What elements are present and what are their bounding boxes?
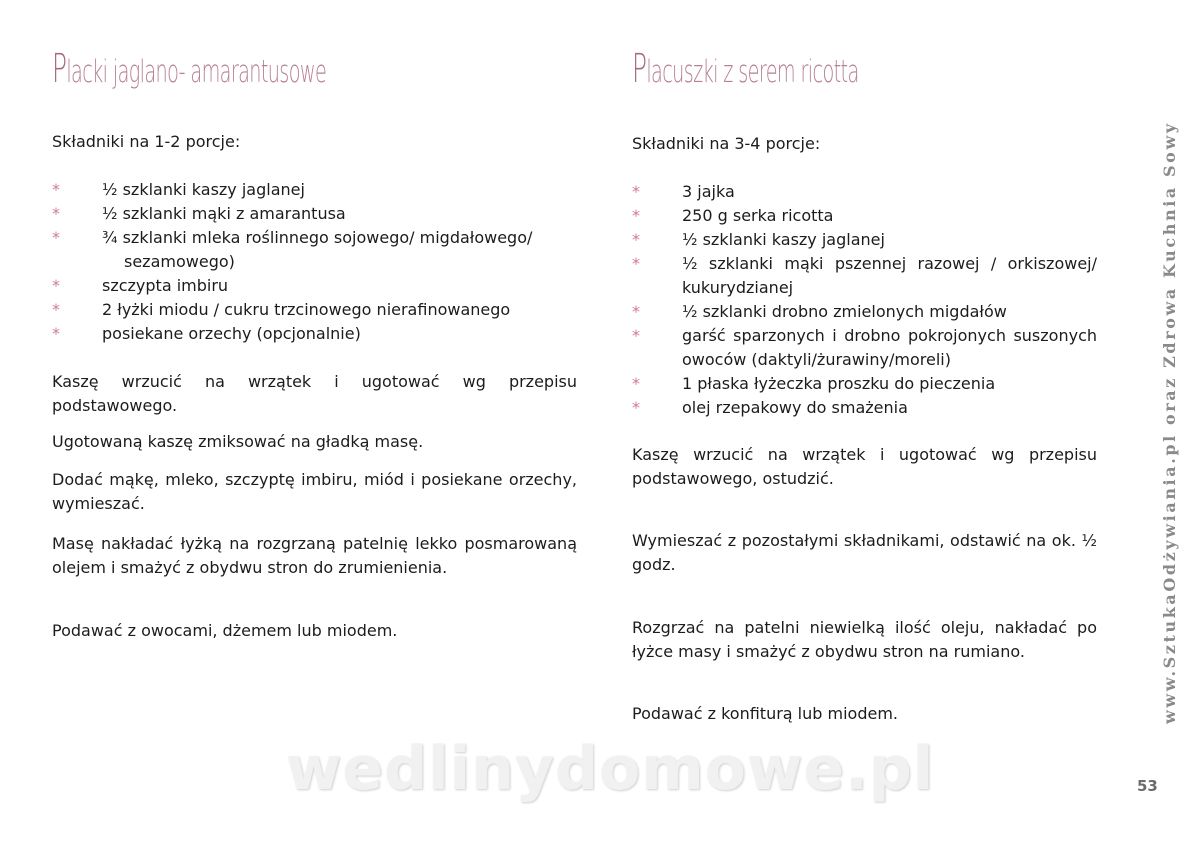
left-step-5: Podawać z owocami, dżemem lub miodem. bbox=[52, 621, 398, 640]
page-number: 53 bbox=[1137, 777, 1158, 795]
right-title-initial: P bbox=[632, 46, 647, 92]
list-item: * ¾ szklanki mleka roślinnego sojowego/ migdałowego/ bbox=[52, 226, 577, 250]
right-step-2: Wymieszać z pozostałymi składnikami, odstawić na ok. ½ godz. bbox=[632, 531, 1097, 574]
left-step-2: Ugotowaną kaszę zmiksować na gładką masę. bbox=[52, 432, 424, 451]
left-step-4: Masę nakładać łyżką na rozgrzaną patelnię lekko posmarowaną olejem i smażyć z obydwu stron do zrumienienia. bbox=[52, 534, 577, 577]
list-item: * ½ szklanki mąki z amarantusa bbox=[52, 202, 577, 226]
watermark: wedlinydomowe.pl bbox=[286, 734, 935, 804]
right-ingredients-heading: Składniki na 3-4 porcje: bbox=[632, 134, 821, 153]
right-recipe-title bbox=[632, 46, 859, 92]
left-title-rest: lacki jaglano- amarantusowe bbox=[66, 54, 327, 90]
list-item: * posiekane orzechy (opcjonalnie) bbox=[52, 322, 577, 346]
list-item: * szczypta imbiru bbox=[52, 274, 577, 298]
right-step-4: Podawać z konfiturą lub miodem. bbox=[632, 704, 898, 723]
left-title-initial: P bbox=[52, 46, 67, 92]
right-step-3: Rozgrzać na patelni niewielką ilość oleju, nakładać po łyżce masy i smażyć z obydwu stron na rumiano. bbox=[632, 618, 1097, 661]
list-item: * 1 płaska łyżeczka proszku do pieczenia bbox=[632, 372, 1097, 396]
list-item: * ½ szklanki mąki pszennej razowej / orkiszowej/ kukurydzianej bbox=[632, 252, 1097, 300]
left-step-1: Kaszę wrzucić na wrzątek i ugotować wg przepisu podstawowego. bbox=[52, 372, 577, 415]
left-ingredients-heading: Składniki na 1-2 porcje: bbox=[52, 132, 241, 151]
list-item: * garść sparzonych i drobno pokrojonych suszonych owoców (daktyli/żurawiny/moreli) bbox=[632, 324, 1097, 372]
list-item: * 250 g serka ricotta bbox=[632, 204, 1097, 228]
list-item: * ½ szklanki kaszy jaglanej bbox=[632, 228, 1097, 252]
left-step-3: Dodać mąkę, mleko, szczyptę imbiru, miód i posiekane orzechy, wymieszać. bbox=[52, 470, 577, 513]
right-ingredients-list bbox=[632, 180, 1097, 420]
list-item-continuation: sezamowego) bbox=[124, 252, 235, 271]
list-item: * ½ szklanki kaszy jaglanej bbox=[52, 178, 577, 202]
left-recipe-title bbox=[52, 46, 326, 92]
right-title-rest: lacuszki z serem ricotta bbox=[646, 54, 859, 90]
list-item: * 3 jajka bbox=[632, 180, 1097, 204]
list-item: * olej rzepakowy do smażenia bbox=[632, 396, 1097, 420]
list-item: * 2 łyżki miodu / cukru trzcinowego nierafinowanego bbox=[52, 298, 577, 322]
list-item: * ½ szklanki drobno zmielonych migdałów bbox=[632, 300, 1097, 324]
side-website-text: www.SztukaOdżywiania.pl oraz Zdrowa Kuchnia Sowy bbox=[1160, 121, 1179, 724]
right-step-1: Kaszę wrzucić na wrzątek i ugotować wg przepisu podstawowego, ostudzić. bbox=[632, 445, 1097, 488]
left-ingredients-list bbox=[52, 178, 577, 346]
